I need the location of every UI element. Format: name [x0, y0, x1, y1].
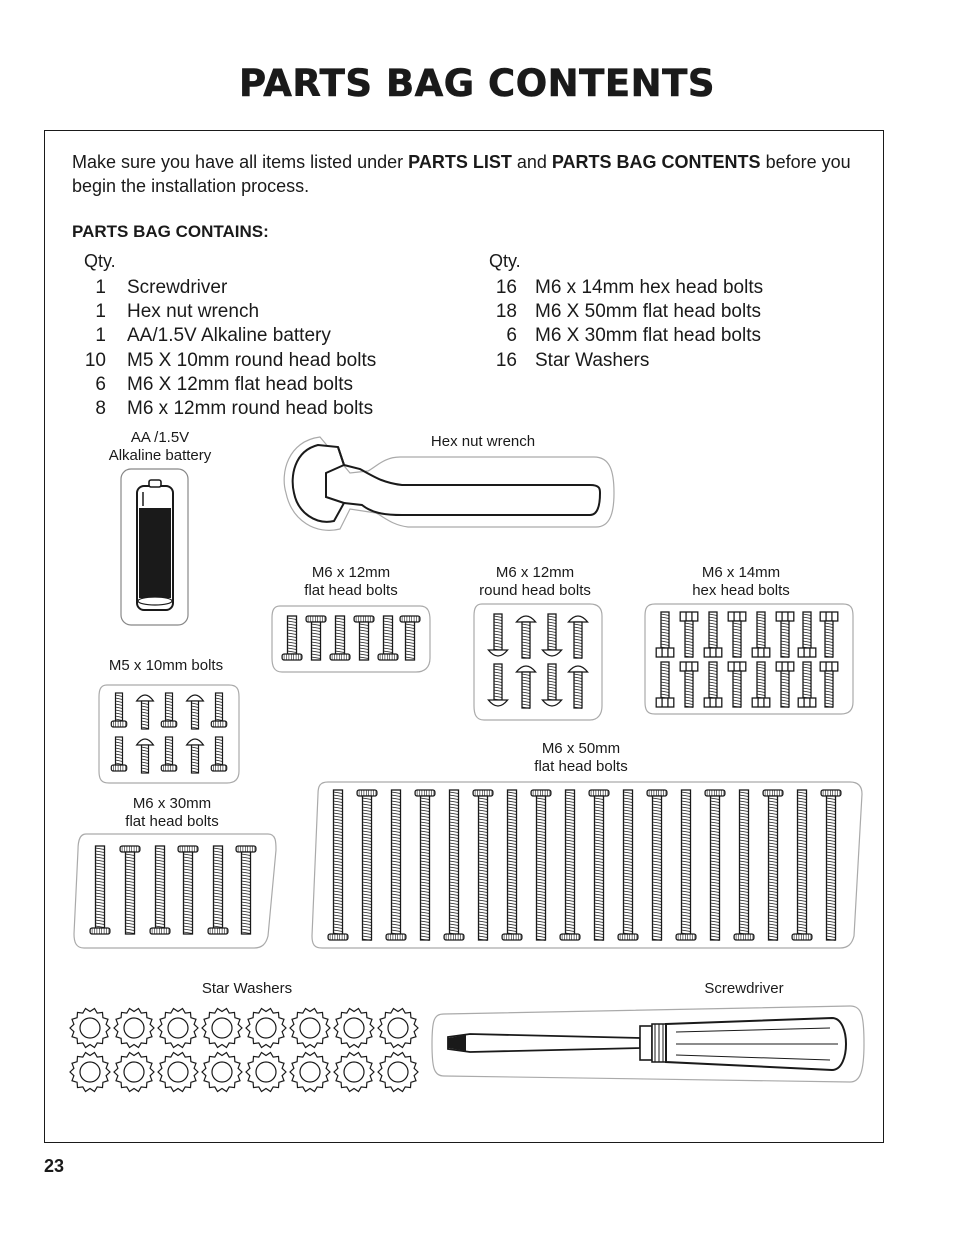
item-description: Star Washers [535, 349, 650, 371]
item-description: M6 X 30mm flat head bolts [535, 325, 761, 347]
battery-icon [118, 466, 192, 628]
item-qty: 1 [95, 277, 106, 298]
item-qty: 1 [95, 325, 106, 347]
star-washer-icon [70, 1009, 110, 1048]
m6x12-flat-bolts-panel [270, 602, 432, 676]
m6x12-round-bolts-panel [472, 602, 604, 722]
qty-header-right: Qty. [489, 251, 521, 271]
label-line: M6 x 50mm [541, 740, 621, 757]
star-washer-icon [334, 1009, 374, 1048]
qty-header-left: Qty. [84, 251, 116, 271]
label-line: hex head bolts [692, 582, 790, 599]
item-qty: 8 [95, 397, 106, 419]
m6x50-bolts-panel [310, 780, 864, 952]
page-title: PARTS BAG CONTENTS [239, 62, 715, 105]
item-qty: 6 [95, 373, 106, 395]
star-washer-icon [114, 1009, 154, 1048]
intro-text: and [511, 152, 552, 172]
label-m6x30 [125, 795, 218, 831]
label-wrench: Hex nut wrench [430, 433, 536, 450]
label-m5x10: M5 x 10mm bolts [108, 657, 224, 674]
item-qty: 18 [495, 301, 517, 323]
intro-bold-parts-list: PARTS LIST [408, 152, 512, 172]
item-qty: 10 [84, 349, 106, 371]
label-m6x14-hex [692, 564, 790, 600]
label-line: round head bolts [479, 582, 591, 599]
label-line: M6 x 12mm [495, 564, 575, 581]
label-m6x12-flat [304, 564, 397, 600]
star-washer-icon [158, 1053, 198, 1092]
star-washer-icon [202, 1053, 242, 1092]
item-description: M5 X 10mm round head bolts [127, 349, 377, 371]
label-battery [109, 429, 212, 465]
star-washer-icon [158, 1009, 198, 1048]
star-washers-icon [68, 1006, 424, 1094]
label-star-washers: Star Washers [201, 980, 293, 997]
star-washer-icon [246, 1009, 286, 1048]
star-washer-icon [202, 1009, 242, 1048]
label-line: flat head bolts [534, 758, 628, 775]
label-line: M6 x 14mm [701, 564, 781, 581]
m6x14-hex-bolts-panel [643, 602, 855, 716]
label-line: Alkaline battery [108, 447, 212, 464]
star-washer-icon [378, 1009, 418, 1048]
intro-bold-parts-bag: PARTS BAG CONTENTS [551, 152, 761, 172]
page-number: 23 [44, 1156, 65, 1176]
parts-bag-heading: PARTS BAG CONTAINS: [72, 222, 269, 241]
star-washer-icon [70, 1053, 110, 1092]
item-qty: 16 [495, 277, 517, 298]
label-line: flat head bolts [304, 582, 398, 599]
item-qty: 16 [495, 349, 517, 371]
item-description: Screwdriver [127, 277, 228, 298]
label-line: M6 x 12mm [311, 564, 391, 581]
label-line: AA /1.5V [130, 429, 190, 446]
item-description: M6 x 12mm round head bolts [127, 397, 374, 419]
star-washer-icon [378, 1053, 418, 1092]
item-description: M6 x 14mm hex head bolts [535, 277, 764, 298]
item-description: Hex nut wrench [127, 301, 260, 323]
item-qty: 6 [506, 325, 517, 347]
hex-nut-wrench-icon [280, 433, 616, 537]
m5x10-bolts-panel [97, 683, 241, 785]
item-description: M6 X 12mm flat head bolts [127, 373, 353, 395]
item-description: M6 X 50mm flat head bolts [535, 301, 761, 323]
label-m6x50 [534, 740, 627, 776]
intro-text: before you begin the installation process. [72, 152, 851, 196]
item-description: AA/1.5V Alkaline battery [127, 325, 331, 347]
m6x30-bolts-panel [72, 832, 278, 950]
label-screwdriver: Screwdriver [704, 980, 784, 997]
star-washer-icon [334, 1053, 374, 1092]
label-line: M6 x 30mm [132, 795, 212, 812]
intro-paragraph [72, 150, 872, 198]
label-line: flat head bolts [125, 813, 219, 830]
label-m6x12-round [479, 564, 591, 600]
item-qty: 1 [95, 301, 106, 323]
star-washer-icon [290, 1053, 330, 1092]
star-washer-icon [114, 1053, 154, 1092]
star-washer-icon [246, 1053, 286, 1092]
intro-text: Make sure you have all items listed under [72, 152, 409, 172]
star-washer-icon [290, 1009, 330, 1048]
screwdriver-icon [430, 1004, 866, 1086]
